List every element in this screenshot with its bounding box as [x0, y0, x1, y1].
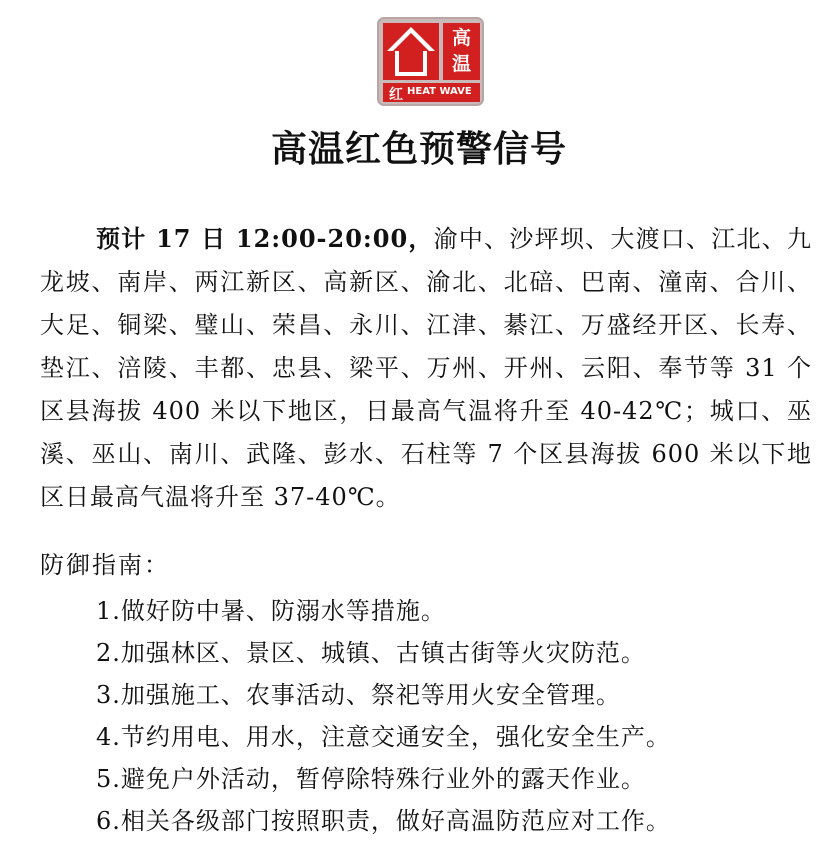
list-item: 2.加强林区、景区、城镇、古镇古街等火灾防范。	[96, 639, 646, 667]
icon-char-temp: 温	[451, 53, 471, 75]
icon-side-text	[443, 23, 480, 80]
list-item: 1.做好防中暑、防溺水等措施。	[96, 597, 446, 625]
celsius-symbol: °C	[400, 50, 417, 65]
icon-char-high: 高	[451, 27, 471, 49]
list-item: 4.节约用电、用水，注意交通安全，强化安全生产。	[96, 723, 671, 751]
icon-caption-bar	[383, 83, 480, 102]
guide-heading: 防御指南：	[40, 551, 170, 579]
forecast-body: 渝中、沙坪坝、大渡口、江北、九龙坡、南岸、两江新区、高新区、渝北、北碚、巴南、潼南、合川、大足、铜梁、璧山、荣昌、永川、江津、綦江、万盛经开区、长寿、垫江、涪陵、丰都、忠县、梁平、万州、开州、云阳、奉节等 31 个区县海拔 400 米以下地区，日最高气温将升至 40-42℃；城口、巫溪、巫山、南川、武隆、彭水、石柱等 7 个区县海拔 600 米以下地区日最高气温将升至 37-40℃。	[40, 225, 812, 511]
icon-level-char: 红	[389, 87, 403, 103]
icon-caption: HEAT WAVE	[407, 86, 472, 97]
list-item: 6.相关各级部门按照职责，做好高温防范应对工作。	[96, 807, 671, 835]
house-thermometer-icon	[383, 23, 439, 80]
forecast-paragraph	[40, 217, 812, 519]
guide-list	[96, 590, 671, 842]
list-item: 3.加强施工、农事活动、祭祀等用火安全管理。	[96, 681, 621, 709]
heat-wave-warning-icon	[377, 17, 484, 106]
forecast-lead: 预计 17 日 12:00-20:00，	[96, 224, 434, 253]
list-item: 5.避免户外活动，暂停除特殊行业外的露天作业。	[96, 765, 646, 793]
page-title: 高温红色预警信号	[270, 128, 567, 170]
